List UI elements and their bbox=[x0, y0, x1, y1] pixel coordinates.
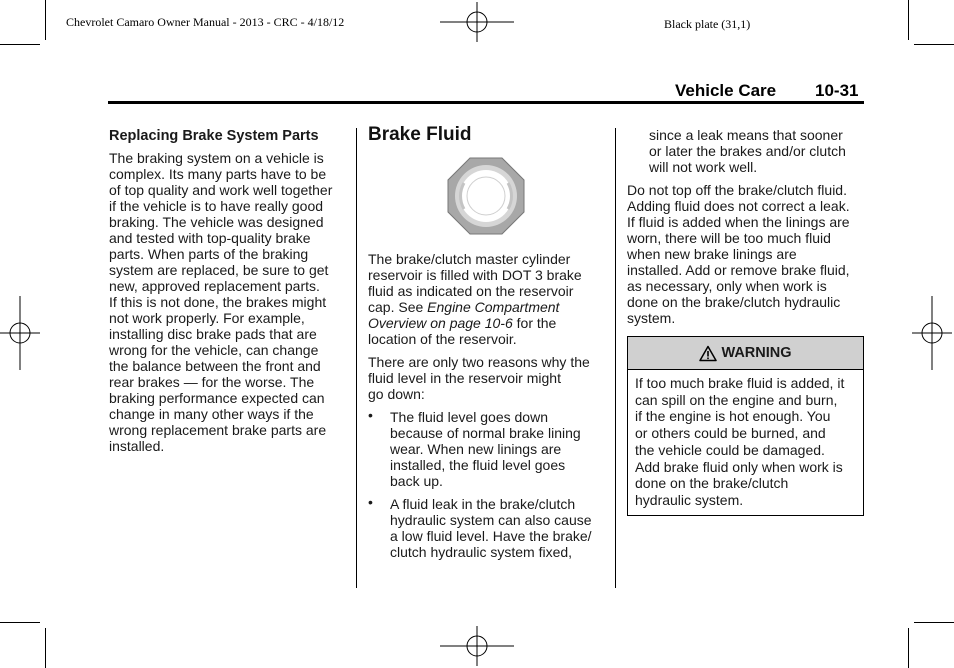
slug-right: Black plate (31,1) bbox=[664, 17, 751, 31]
registration-mark-icon bbox=[0, 296, 40, 370]
list-item: • The fluid level goes down because of normal brake lining wear. When new linings are installed, the fluid level goes back up. bbox=[368, 407, 581, 489]
warning-header bbox=[628, 337, 863, 370]
paragraph: The braking system on a vehicle is complex. Its many parts have to be of top quality and work well together if the vehicle is to have really good braking. The vehicle was designed and tested with top-quality brake parts. When parts of the braking system are replaced, be sure to get new, approved replacement parts. If this is not done, the brakes might not work properly. For example, installing disc brake pads that are wrong for the vehicle, can change the balance between the front and rear brakes — for the worse. The braking performance expected can change in many other ways if the wrong replacement brake parts are installed. bbox=[109, 150, 333, 454]
registration-mark-icon bbox=[440, 2, 514, 42]
warning-triangle-icon bbox=[699, 345, 717, 362]
crop-mark bbox=[914, 622, 954, 623]
column-2 bbox=[368, 124, 608, 567]
paragraph: Do not top off the brake/clutch fluid. Adding fluid does not correct a leak. If fluid is added when the linings are worn, there will be too much fluid when new brake linings are installed. Add or remove brake fluid, as necessary, only when work is done on the brake/clutch hydraulic system. bbox=[627, 182, 850, 326]
bullet-icon: • bbox=[368, 494, 373, 510]
registration-mark-icon bbox=[912, 296, 952, 370]
column-3 bbox=[627, 127, 867, 333]
paragraph: The brake/clutch master cylinder reservoir is filled with DOT 3 brake fluid as indicated on the reservoir cap. See Engine Compartment Overview on page 10-6 for the location of the reservoir. bbox=[368, 251, 582, 347]
bullet-icon: • bbox=[368, 407, 373, 423]
crop-mark bbox=[45, 628, 46, 668]
crop-mark bbox=[908, 0, 909, 40]
bullet-list bbox=[368, 409, 608, 560]
warning-label: WARNING bbox=[721, 345, 792, 361]
cross-reference: Overview on page 10-6 bbox=[368, 315, 513, 331]
crop-mark bbox=[908, 628, 909, 668]
section-heading: Brake Fluid bbox=[368, 124, 472, 145]
paragraph: There are only two reasons why the fluid level in the reservoir might go down: bbox=[368, 354, 590, 402]
column-divider bbox=[615, 128, 616, 588]
list-item-continued: since a leak means that sooner or later the brakes and/or clutch will not work well. bbox=[649, 127, 846, 175]
crop-mark bbox=[914, 44, 954, 45]
warning-text: If too much brake fluid is added, it can spill on the engine and burn, if the engine is hot enough. You or others could be burned, and the vehicle could be damaged. Add brake fluid only when work is done on the brake/clutch hydraulic system. bbox=[635, 375, 845, 508]
column-1 bbox=[109, 128, 349, 454]
section-heading: Replacing Brake System Parts bbox=[109, 128, 319, 144]
header-rule bbox=[108, 101, 864, 104]
brake-fluid-cap-icon bbox=[447, 157, 525, 235]
warning-box bbox=[627, 336, 864, 516]
column-divider bbox=[356, 128, 357, 588]
crop-mark bbox=[45, 0, 46, 40]
crop-mark bbox=[0, 622, 40, 623]
section-title: Vehicle Care bbox=[675, 81, 777, 100]
registration-mark-icon bbox=[440, 626, 514, 666]
crop-mark bbox=[0, 44, 40, 45]
slug-left: Chevrolet Camaro Owner Manual - 2013 - CRC - 4/18/12 bbox=[66, 15, 345, 29]
list-item: • A fluid leak in the brake/clutch hydraulic system can also cause a low fluid level. Have the brake/ clutch hydraulic system fixed, bbox=[368, 494, 592, 560]
page-number: 10-31 bbox=[815, 81, 859, 100]
cross-reference: Engine Compartment bbox=[427, 299, 560, 315]
